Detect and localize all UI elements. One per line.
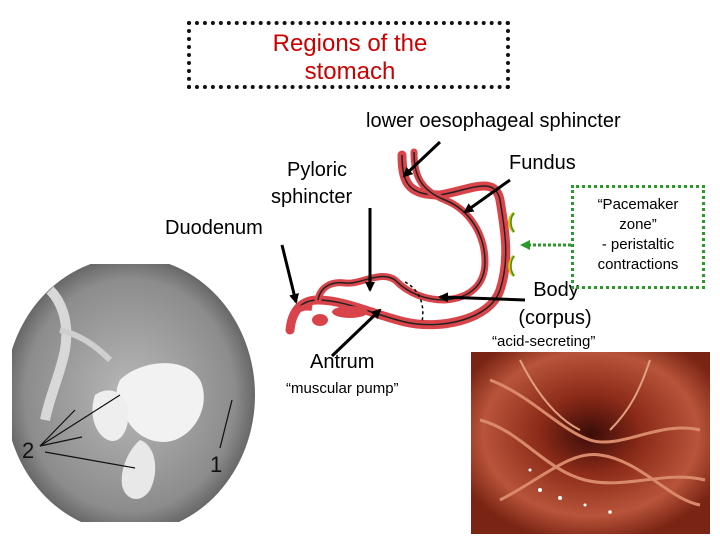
body-label-line2: (corpus) bbox=[518, 307, 592, 329]
muscular-pump-label: “muscular pump” bbox=[286, 380, 399, 397]
pyloric-label-line1: Pyloric bbox=[287, 159, 348, 181]
duodenum-label: Duodenum bbox=[165, 217, 263, 239]
pyloric-muscle bbox=[332, 306, 368, 318]
xray-label-2: 2 bbox=[22, 438, 35, 463]
endoscopy-image bbox=[471, 352, 710, 534]
pacemaker-line3: - peristaltic bbox=[601, 236, 675, 253]
pacemaker-text bbox=[574, 195, 702, 275]
body-label-line1: Body bbox=[533, 279, 579, 301]
pyloric-label-line2: sphincter bbox=[271, 186, 353, 208]
title-line-2: stomach bbox=[304, 58, 396, 85]
pacemaker-line4: contractions bbox=[597, 256, 679, 273]
les-arrow bbox=[404, 142, 440, 176]
les-label: lower oesophageal sphincter bbox=[366, 110, 621, 132]
fundus-label: Fundus bbox=[509, 152, 576, 174]
acid-label: “acid-secreting” bbox=[492, 333, 596, 350]
xray-image bbox=[5, 257, 256, 533]
title-line-1: Regions of the bbox=[272, 30, 428, 57]
pacemaker-line1: “Pacemaker bbox=[597, 196, 679, 213]
xray-label-1: 1 bbox=[210, 452, 223, 477]
duodenum-arrow bbox=[282, 245, 296, 302]
pacemaker-line2: zone” bbox=[619, 216, 657, 233]
antrum-label: Antrum bbox=[310, 351, 375, 373]
